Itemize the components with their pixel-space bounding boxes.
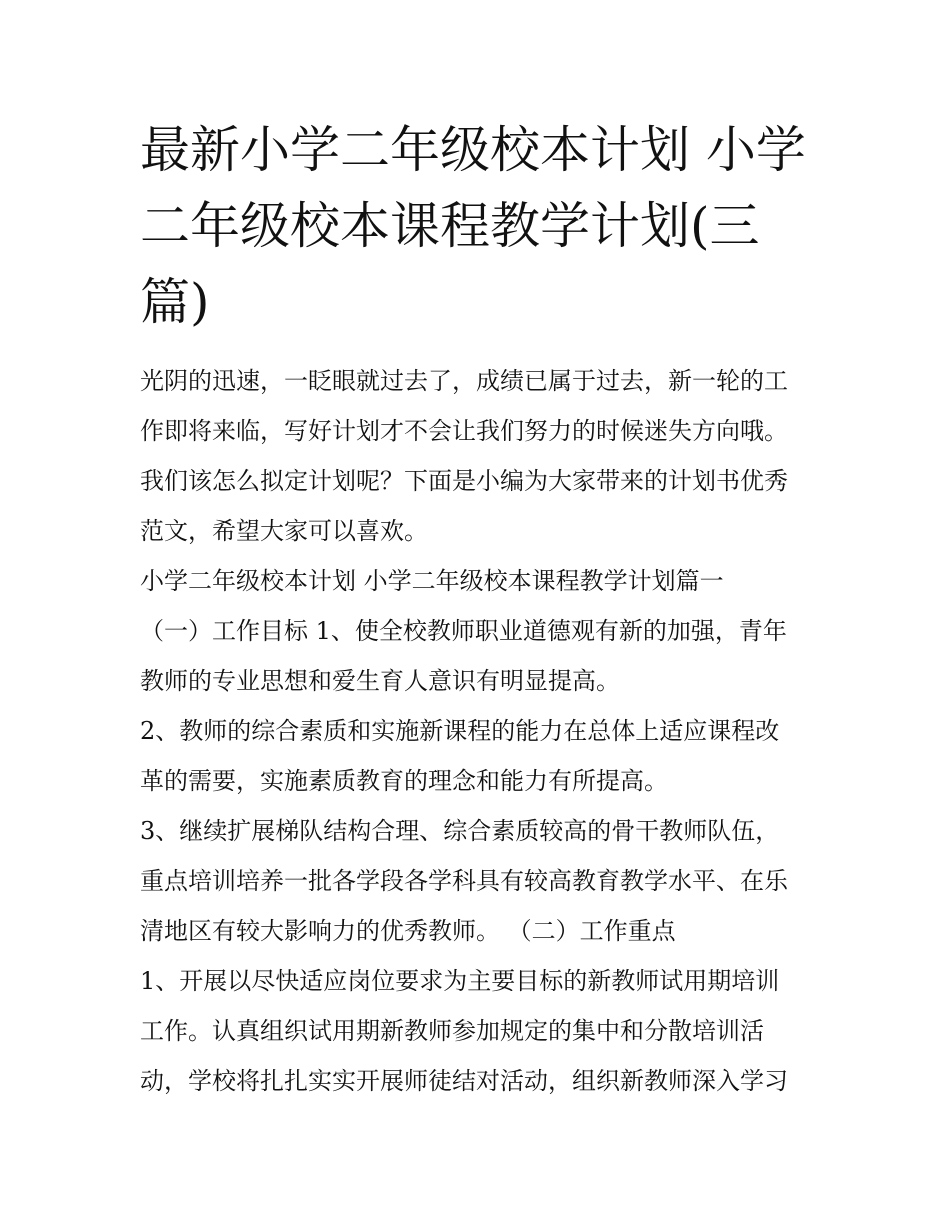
body-line: 光阴的迅速，一眨眼就过去了，成绩已属于过去，新一轮的工 [140,367,788,395]
section-heading: 小学二年级校本计划 小学二年级校本课程教学计划篇一 [140,567,724,595]
title-line-1: 最新小学二年级校本计划 小学 [140,121,806,179]
body-line: 清地区有较大影响力的优秀教师。 （二）工作重点 [140,917,676,945]
body-line: 教师的专业思想和爱生育人意识有明显提高。 [140,667,620,695]
document-body [140,356,820,1106]
document-title [140,112,820,340]
body-line: 重点培训培养一批各学段各学科具有较高教育教学水平、在乐 [140,867,788,895]
title-line-2: 二年级校本课程教学计划(三 [140,197,760,255]
body-line: 范文，希望大家可以喜欢。 [140,517,428,545]
body-line: 作即将来临，写好计划才不会让我们努力的时候迷失方向哦。 [140,417,788,445]
body-line: 2、教师的综合素质和实施新课程的能力在总体上适应课程改 [140,717,780,745]
body-line: 动，学校将扎扎实实开展师徒结对活动，组织新教师深入学习 [140,1067,788,1095]
body-line: 1、开展以尽快适应岗位要求为主要目标的新教师试用期培训 [140,967,780,995]
body-line: 3、继续扩展梯队结构合理、综合素质较高的骨干教师队伍， [140,817,780,845]
title-line-3: 篇) [140,273,210,331]
body-line: 工作。认真组织试用期新教师参加规定的集中和分散培训活 [140,1017,764,1045]
body-line: 革的需要，实施素质教育的理念和能力有所提高。 [140,767,668,795]
body-line: （一）工作目标 1、使全校教师职业道德观有新的加强，青年 [140,617,787,645]
body-line: 我们该怎么拟定计划呢？下面是小编为大家带来的计划书优秀 [140,467,788,495]
